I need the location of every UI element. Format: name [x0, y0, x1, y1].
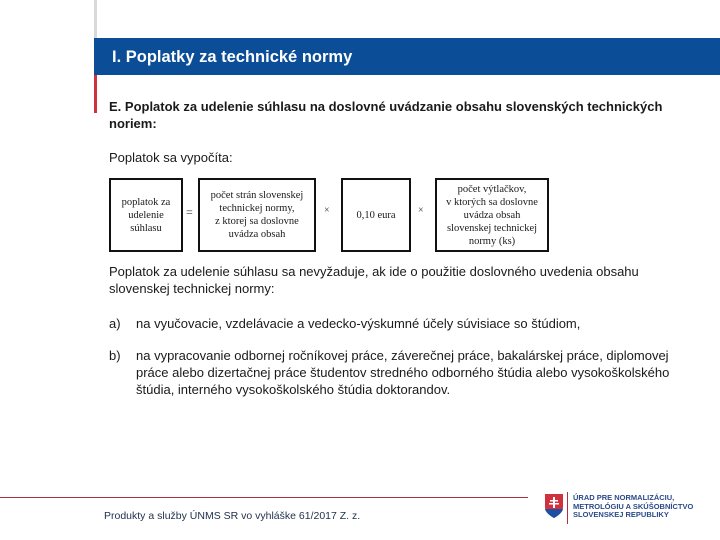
- formula-result-box: poplatok za udelenie súhlasu: [109, 178, 183, 252]
- formula-pages-box: počet strán slovenskej technickej normy, z ktorej sa doslovne uvádza obsah: [198, 178, 316, 252]
- formula-rate-box: 0,10 eura: [341, 178, 411, 252]
- list-item-text: na vypracovanie odbornej ročníkovej práce, záverečnej práce, bakalárskej práce, diplomovej práce alebo dizertačnej práce študentov stredného odborného štúdia alebo vysokoškolského štúdia, interného vysokoškolského štúdia doktorandov.: [136, 348, 670, 397]
- formula-times-1: ×: [324, 205, 330, 216]
- logo-text: ÚRAD PRE NORMALIZÁCIU, METROLÓGIU A SKÚŠOBNÍCTVO SLOVENSKEJ REPUBLIKY: [573, 493, 694, 519]
- divider-vertical-grey: [94, 0, 97, 38]
- intro-text: Poplatok sa vypočíta:: [109, 150, 233, 165]
- formula-copies-box: počet výtlačkov, v ktorých sa doslovne uvádza obsah slovenskej technickej normy (ks): [435, 178, 549, 252]
- list-item-text: na vyučovacie, vzdelávacie a vedecko-výskumné účely súvisiace so štúdiom,: [136, 316, 581, 331]
- formula-times-2: ×: [418, 205, 424, 216]
- divider-vertical-red: [94, 75, 97, 113]
- exemption-text: Poplatok za udelenie súhlasu sa nevyžaduje, ak ide o použitie doslovného uvedenia obsahu slovenskej technickej normy:: [109, 264, 639, 296]
- slovak-coat-of-arms-icon: [544, 493, 564, 519]
- formula-equals: =: [186, 205, 193, 219]
- footer-text: Produkty a služby ÚNMS SR vo vyhláške 61/2017 Z. z.: [104, 510, 361, 522]
- footer-divider: [0, 497, 528, 498]
- logo-divider: [567, 492, 568, 524]
- title-banner: [94, 38, 720, 75]
- section-heading: E. Poplatok za udelenie súhlasu na doslovné uvádzanie obsahu slovenských technických noriem:: [109, 99, 663, 131]
- list-marker: a): [109, 316, 121, 331]
- list-marker: b): [109, 348, 121, 363]
- slide-title: I. Poplatky za technické normy: [112, 48, 353, 66]
